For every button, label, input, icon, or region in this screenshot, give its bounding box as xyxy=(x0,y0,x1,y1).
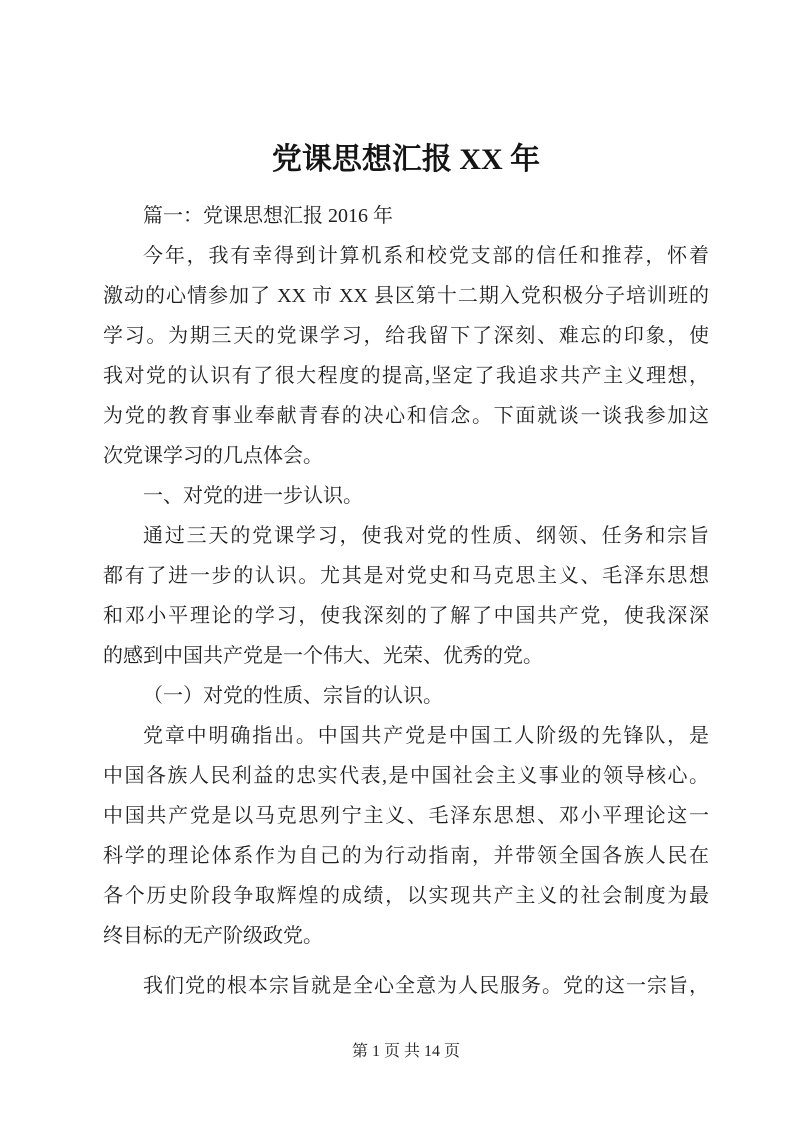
document-line: 为党的教育事业奉献青春的决心和信念。下面就谈一谈我参加这 xyxy=(103,405,709,427)
document-line: 我对党的认识有了很大程度的提高,坚定了我追求共产主义理想， xyxy=(103,365,709,387)
document-line: 和邓小平理论的学习，使我深刻的了解了中国共产党，使我深深 xyxy=(103,605,709,627)
document-line: 次党课学习的几点体会。 xyxy=(103,445,323,467)
document-line: 的感到中国共产党是一个伟大、光荣、优秀的党。 xyxy=(103,645,543,667)
document-line: 学习。为期三天的党课学习，给我留下了深刻、难忘的印象，使 xyxy=(103,325,709,347)
document-line: 今年，我有幸得到计算机系和校党支部的信任和推荐，怀着 xyxy=(143,245,709,267)
document-line: （一）对党的性质、宗旨的认识。 xyxy=(143,685,443,707)
document-line: 终目标的无产阶级政党。 xyxy=(103,925,323,947)
document-line: 党章中明确指出。中国共产党是中国工人阶级的先锋队，是 xyxy=(143,725,709,747)
document-line: 都有了进一步的认识。尤其是对党史和马克思主义、毛泽东思想 xyxy=(103,565,709,587)
document-line: 通过三天的党课学习，使我对党的性质、纲领、任务和宗旨 xyxy=(143,525,709,547)
document-line: 各个历史阶段争取辉煌的成绩，以实现共产主义的社会制度为最 xyxy=(103,885,709,907)
document-line: 中国各族人民利益的忠实代表,是中国社会主义事业的领导核心。 xyxy=(103,765,709,787)
page-number-footer: 第 1 页 共 14 页 xyxy=(351,1043,460,1060)
document-line: 科学的理论体系作为自己的为行动指南，并带领全国各族人民在 xyxy=(103,845,709,867)
document-line: 激动的心情参加了 XX 市 XX 县区第十二期入党积极分子培训班的 xyxy=(103,285,709,307)
document-line: 一、对党的进一步认识。 xyxy=(143,485,363,507)
document-title: 党课思想汇报 XX 年 xyxy=(271,143,541,176)
document-body xyxy=(103,196,709,1006)
document-line: 中国共产党是以马克思列宁主义、毛泽东思想、邓小平理论这一 xyxy=(103,805,709,827)
document-line: 篇一：党课思想汇报 2016 年 xyxy=(143,205,393,227)
document-line: 我们党的根本宗旨就是全心全意为人民服务。党的这一宗旨， xyxy=(143,975,709,997)
